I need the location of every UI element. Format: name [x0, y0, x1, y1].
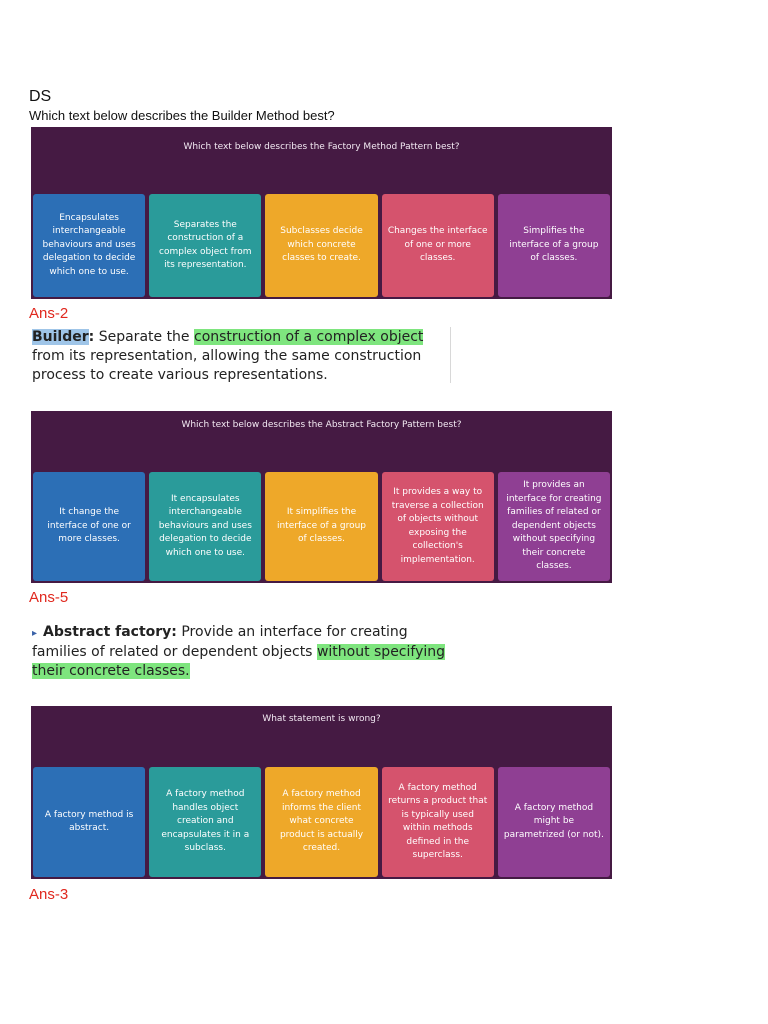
builder-definition [32, 328, 444, 385]
quiz-option-4[interactable]: It provides a way to traverse a collection of objects without exposing the collection's implementation. [382, 472, 494, 581]
quiz-question: Which text below describes the Factory Method Pattern best? [183, 142, 460, 152]
quiz-option-3[interactable]: A factory method informs the client what concrete product is actually created. [265, 767, 377, 877]
abstract-factory-definition [32, 623, 452, 681]
builder-pre: Separate the [94, 329, 194, 345]
quiz-option-5[interactable]: Simplifies the interface of a group of classes. [498, 194, 610, 297]
answer-label-2: Ans-5 [29, 589, 69, 606]
divider-line [450, 327, 451, 383]
quiz-options [33, 767, 610, 877]
quiz-option-5[interactable]: It provides an interface for creating families of related or dependent objects without specifying their concrete classes. [498, 472, 610, 581]
quiz-question: Which text below describes the Abstract Factory Pattern best? [181, 420, 462, 430]
builder-colon: : [88, 329, 95, 345]
quiz-options [33, 472, 610, 581]
quiz-card-abstract-factory [31, 411, 612, 583]
quiz-option-1[interactable]: A factory method is abstract. [33, 767, 145, 877]
quiz-option-4[interactable]: A factory method returns a product that is typically used within methods defined in the superclass. [382, 767, 494, 877]
builder-highlight: construction of a complex object [194, 329, 424, 345]
answer-label-1: Ans-2 [29, 305, 69, 322]
quiz-options [33, 194, 610, 297]
quiz-option-3[interactable]: It simplifies the interface of a group of classes. [265, 472, 377, 581]
quiz-option-3[interactable]: Subclasses decide which concrete classes to create. [265, 194, 377, 297]
abstract-pre: Provide an interface for creating families of related or dependent objects [32, 624, 408, 660]
builder-post: from its representation, allowing the same construction process to create various representations. [32, 348, 422, 383]
quiz-option-2[interactable]: Separates the construction of a complex object from its representation. [149, 194, 261, 297]
bullet-icon: ▸ [32, 628, 38, 639]
quiz-option-1[interactable]: Encapsulates interchangeable behaviours and uses delegation to decide which one to use. [33, 194, 145, 297]
answer-label-3: Ans-3 [29, 886, 69, 903]
quiz-option-4[interactable]: Changes the interface of one or more classes. [382, 194, 494, 297]
main-question: Which text below describes the Builder Method best? [29, 108, 335, 123]
abstract-term: Abstract factory: [43, 624, 177, 640]
quiz-option-5[interactable]: A factory method might be parametrized (or not). [498, 767, 610, 877]
quiz-question: What statement is wrong? [262, 714, 381, 724]
quiz-card-factory-method [31, 127, 612, 299]
abstract-highlight: without specifying their concrete classes. [32, 644, 446, 679]
builder-term: Builder [32, 329, 89, 345]
document-title: DS [29, 88, 52, 105]
quiz-card-wrong-statement [31, 706, 612, 879]
quiz-option-2[interactable]: A factory method handles object creation and encapsulates it in a subclass. [149, 767, 261, 877]
quiz-option-1[interactable]: It change the interface of one or more classes. [33, 472, 145, 581]
quiz-option-2[interactable]: It encapsulates interchangeable behaviours and uses delegation to decide which one to use. [149, 472, 261, 581]
